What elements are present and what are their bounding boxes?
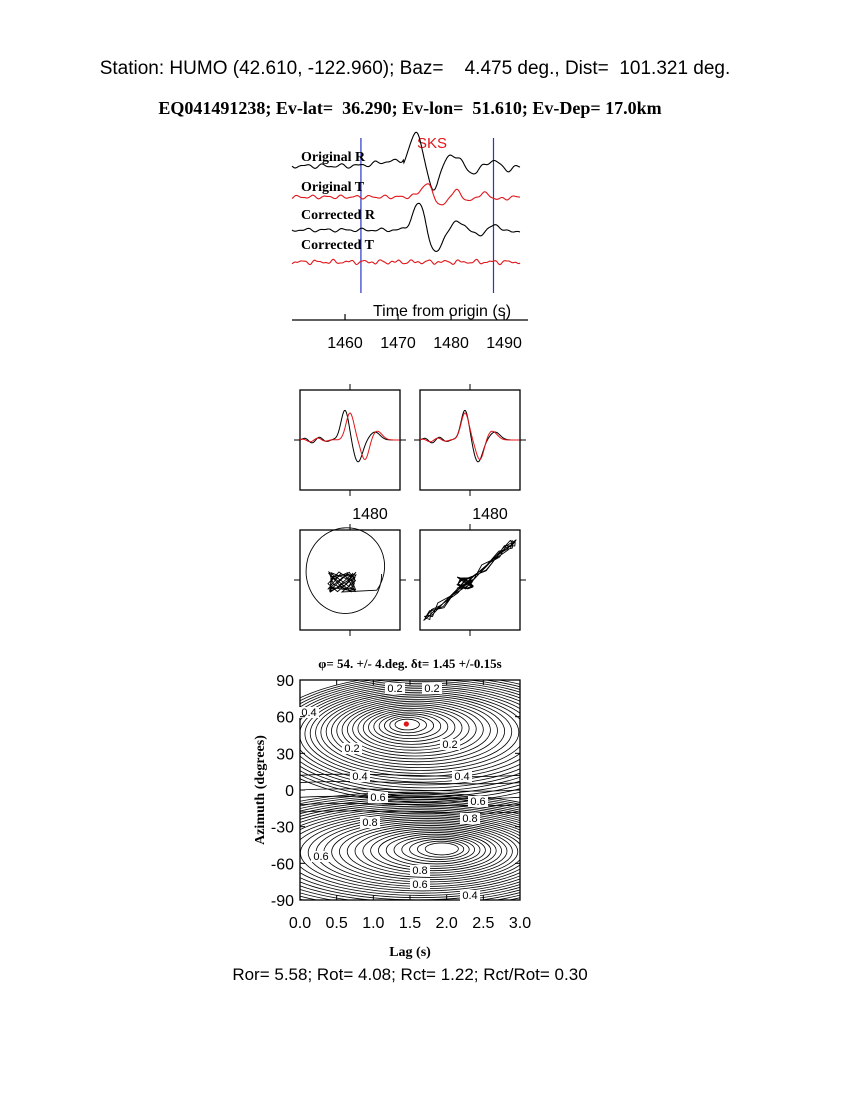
ratio-summary: Ror= 5.58; Rot= 4.08; Rct= 1.22; Rct/Rot= 0.30 bbox=[232, 965, 588, 984]
particle-trajectory bbox=[424, 540, 517, 621]
lag-tick-label: 3.0 bbox=[508, 915, 532, 932]
trace-label-corrected-t: Corrected T bbox=[301, 238, 374, 253]
y-axis-title: Azimuth (degrees) bbox=[253, 735, 268, 845]
x-axis-title: Lag (s) bbox=[389, 945, 431, 960]
particle-motion-corrected bbox=[414, 524, 526, 636]
particle-motion-original bbox=[294, 524, 406, 636]
contour-level-label: 0.8 bbox=[462, 813, 478, 825]
seismogram-panel bbox=[292, 132, 528, 352]
contour-level-label: 0.4 bbox=[454, 771, 470, 783]
contour-level-label: 0.6 bbox=[370, 792, 386, 804]
comparison-tick-label-left: 1480 bbox=[352, 506, 388, 523]
time-tick-label: 1460 bbox=[327, 335, 363, 352]
time-tick-label: 1470 bbox=[380, 335, 416, 352]
contour-level-label: 0.4 bbox=[462, 890, 478, 902]
lag-tick-label: 1.0 bbox=[362, 915, 385, 932]
lag-tick-label: 2.5 bbox=[472, 915, 495, 932]
contour-level-label: 0.8 bbox=[412, 865, 428, 877]
azimuth-tick-label: 60 bbox=[276, 709, 294, 727]
contour-level-label: 0.2 bbox=[424, 683, 440, 695]
contour-level-label: 0.4 bbox=[301, 707, 317, 719]
contour-level-label: 0.6 bbox=[470, 796, 486, 808]
station-info: Station: HUMO (42.610, -122.960); Baz= 4.475 deg., Dist= 101.321 deg. bbox=[99, 58, 731, 79]
contour-level-label: 0.2 bbox=[344, 743, 360, 755]
event-info: EQ041491238; Ev-lat= 36.290; Ev-lon= 51.610; Ev-Dep= 17.0km bbox=[158, 98, 662, 118]
lag-tick-label: 0.5 bbox=[325, 915, 348, 932]
azimuth-tick-label: 90 bbox=[276, 673, 294, 690]
trace-label-original-t: Original T bbox=[301, 180, 365, 195]
radial-component bbox=[420, 410, 520, 461]
time-axis-title: Time from origin (s) bbox=[372, 303, 512, 320]
waveform-comparison-original bbox=[294, 384, 406, 496]
phase-label: SKS bbox=[416, 135, 448, 152]
time-tick-label: 1480 bbox=[433, 335, 469, 352]
contour-title: φ= 54. +/- 4.deg. δt= 1.45 +/-0.15s bbox=[318, 656, 502, 671]
transverse-component bbox=[300, 413, 400, 460]
waveform-comparison-corrected bbox=[414, 384, 526, 496]
azimuth-tick-label: 30 bbox=[276, 746, 294, 764]
best-fit-marker bbox=[404, 721, 409, 726]
trace-label-original-r: Original R bbox=[301, 150, 366, 165]
trace-corrected-t bbox=[292, 259, 520, 264]
trace-label-corrected-r: Corrected R bbox=[301, 208, 375, 223]
particle-trajectory bbox=[306, 528, 385, 614]
contour-level-label: 0.4 bbox=[352, 771, 368, 783]
lag-tick-label: 2.0 bbox=[435, 915, 458, 932]
lag-tick-label: 0.0 bbox=[288, 915, 312, 932]
azimuth-tick-label: -90 bbox=[270, 893, 294, 910]
azimuth-tick-label: -30 bbox=[270, 819, 294, 837]
time-tick-label: 1490 bbox=[486, 335, 522, 352]
azimuth-tick-label: 0 bbox=[285, 783, 294, 800]
contour-level-label: 0.8 bbox=[362, 817, 378, 829]
transverse-component bbox=[420, 413, 520, 460]
contour-level-label: 0.2 bbox=[387, 683, 403, 695]
contour-level-label: 0.2 bbox=[442, 739, 458, 751]
contour-level-label: 0.6 bbox=[412, 879, 428, 891]
radial-component bbox=[300, 410, 400, 461]
lag-tick-label: 1.5 bbox=[398, 915, 422, 932]
azimuth-tick-label: -60 bbox=[270, 856, 294, 874]
contour-level-label: 0.6 bbox=[313, 851, 329, 863]
comparison-tick-label-right: 1480 bbox=[472, 506, 508, 523]
